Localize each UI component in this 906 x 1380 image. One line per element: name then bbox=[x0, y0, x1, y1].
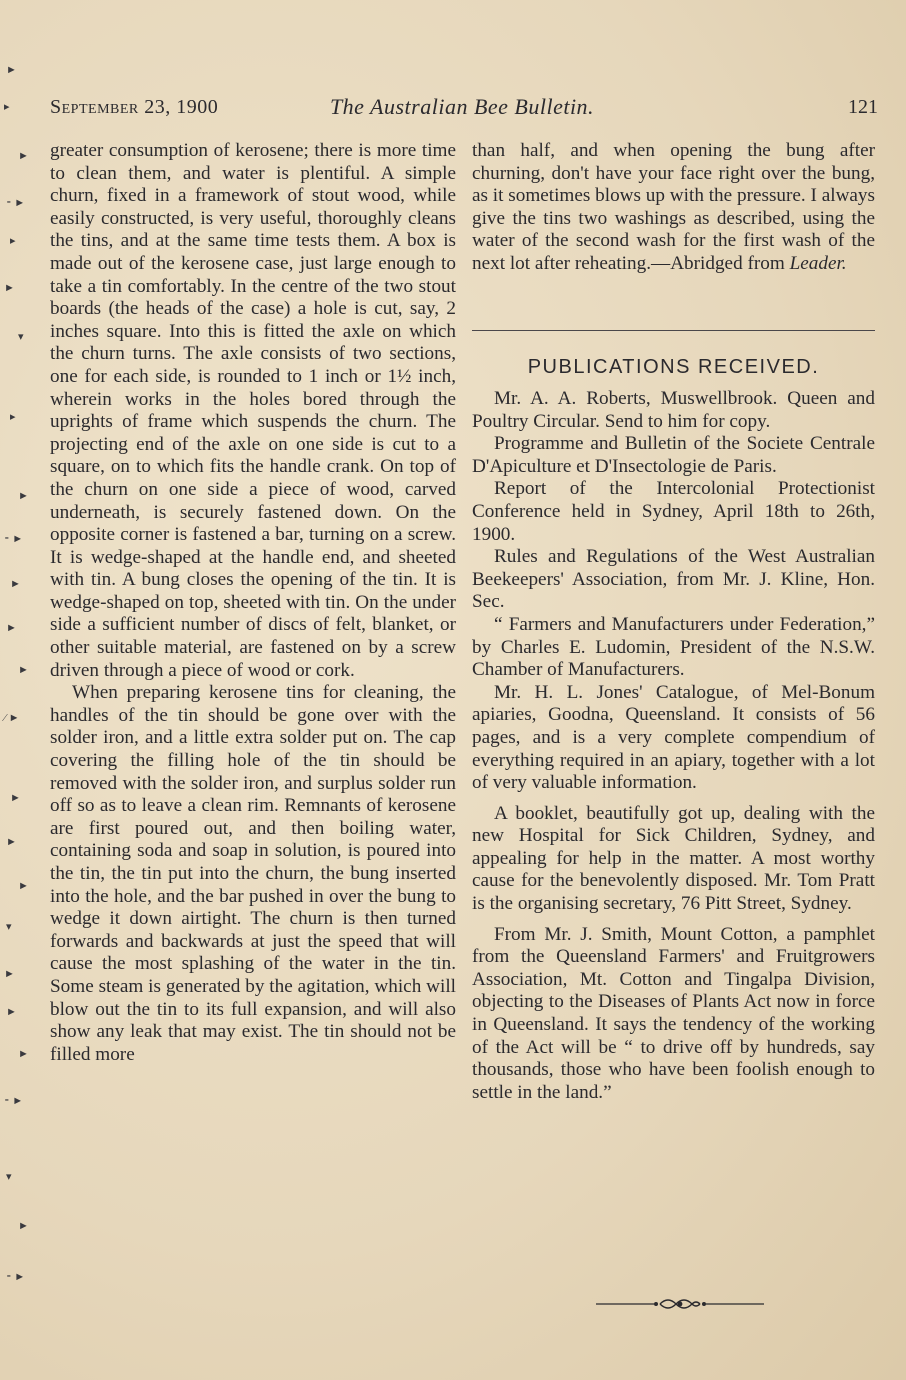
publication-item: A booklet, beautifully got up, dealing with the new Hospital for Sick Children, Sydney, and appealing for help in the matter. A most worthy cause for the benevolently disposed. Mr. Tom Pratt is the organising secretary, 76 Pitt Street, Sydney. bbox=[472, 802, 875, 915]
issue-date-month: September bbox=[50, 96, 139, 118]
left-paragraph-1: greater consumption of kerosene; there is more time to clean them, and water is plentiful. A simple churn, fixed in a framework of stout wood, while easily constructed, is very useful, thoroughly cleans the tins, and at the same time tests them. A box is made out of the kerosene case, just large enough to take a tin comfortably. In the centre of the two stout boards (the heads of the case) a hole is cut, say, 2 inches square. Into this is fitted the axle on which the churn turns. The axle consists of two sections, one for each side, is rounded to 1 inch or 1½ inch, wherein works in the holes bored through the uprights of frame which suspends the churn. The projecting end of the axle on one side is cut to a square, on to which fits the handle crank. On top of the churn on one side a piece of wood, carved underneath, is securely fastened down. On the opposite corner is fastened a bar, turning on a screw. It is wedge-shaped at the handle end, and sheeted with tin. A bung closes the opening of the tin. It is wedge-shaped on top, sheeted with tin. On the under side a sufficient number of discs of felt, blanket, or other suitable material, are fastened on by a screw driven through a piece of wood or cork. bbox=[50, 140, 456, 681]
publication-item: Mr. H. L. Jones' Catalogue, of Mel-Bonum apiaries, Goodna, Queensland. It consists of 56 pages, and is a very complete compendium of everything required in an apiary, together with a lot of very valuable information. bbox=[472, 681, 875, 794]
page-number: 121 bbox=[848, 96, 878, 118]
publication-item: Programme and Bulletin of the Societe Centrale D'Apiculture et D'Insectologie de Paris. bbox=[472, 433, 875, 477]
margin-marks: ► ▸ ► ⁃ ► ▸ ► ▾ ▸ ► ⁃ ► ► ► ► ⁄ ► ► ► ► ▾ ► ► ► ⁃ ► ▾ ► ⁃ ► bbox=[4, 64, 29, 1283]
section-divider bbox=[472, 330, 875, 331]
publications-heading: PUBLICATIONS RECEIVED. bbox=[527, 356, 820, 378]
left-column bbox=[50, 140, 456, 1066]
source-leader: Leader. bbox=[789, 252, 847, 274]
issue-date bbox=[50, 96, 218, 119]
right-paragraph-1-text: than half, and when opening the bung after churning, don't have your face right over the bung, as it sometimes blows up with the pressure. I always give the tins two washings as described, using the water of the second wash for the first wash of the next lot after reheating.—Abridged from bbox=[472, 140, 875, 274]
publication-item: From Mr. J. Smith, Mount Cotton, a pamphlet from the Queensland Farmers' and Fruitgrowers Association, Mt. Cotton and Tingalpa Division, objecting to the Diseases of Plants Act now in force in Queensland. It says the tendency of the working of the Act will be “ to drive off by hundreds, say thousands, those who have been foolish enough to settle in the land.” bbox=[472, 923, 875, 1103]
publication-item: Rules and Regulations of the West Australian Beekeepers' Association, from Mr. J. Kline, Hon. Sec. bbox=[472, 546, 875, 613]
right-paragraph-1 bbox=[472, 140, 875, 276]
journal-title: The Australian Bee Bulletin. bbox=[329, 94, 595, 119]
publication-item: Mr. A. A. Roberts, Muswellbrook. Queen and Poultry Circular. Send to him for copy. bbox=[472, 388, 875, 432]
publications-list bbox=[472, 388, 875, 1104]
issue-date-rest: 23, 1900 bbox=[144, 96, 219, 118]
publication-item: “ Farmers and Manufacturers under Federation,” by Charles E. Ludomin, President of the N.S.W. Chamber of Manufacturers. bbox=[472, 613, 875, 681]
right-column-top bbox=[472, 140, 875, 276]
left-paragraph-2: When preparing kerosene tins for cleaning, the handles of the tin should be gone over with the solder iron, and a little extra solder put on. The cap covering the filling hole of the tin should be removed with the solder iron, and surplus solder run off so as to leave a clean rim. Remnants of kerosene are first poured out, and then boiling water, containing soda and soap in solution, is poured into the tin, the tin put into the churn, the bung inserted into the hole, and the bar pushed in over the bung to wedge it down airtight. The churn is then turned forwards and backwards at just the speed that will cause the most splashing of the water in the tin. Some steam is generated by the agitation, which will blow out the tin to its full expansion, and will also show any leak that may exist. The tin should not be filled more bbox=[50, 682, 456, 1065]
ornament-icon bbox=[596, 1294, 764, 1314]
page-header bbox=[50, 92, 878, 126]
publication-item: Report of the Intercolonial Protectionist Conference held in Sydney, April 18th to 26th, 1900. bbox=[472, 478, 875, 545]
